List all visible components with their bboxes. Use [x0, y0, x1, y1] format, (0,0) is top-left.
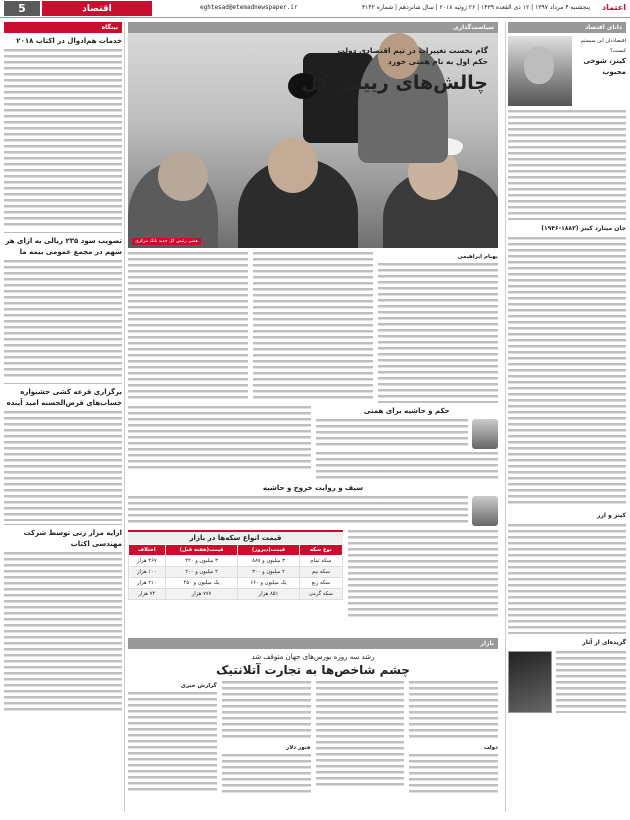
feature-body-col-1	[378, 263, 498, 403]
table-header: قیمت(هفته قبل)	[165, 545, 238, 556]
table-row	[129, 567, 343, 578]
right-kicker: اقتصاددان این سیستم کیست؟	[580, 38, 626, 54]
table-header: نوع سکه	[299, 545, 342, 556]
keynes-portrait	[508, 36, 572, 106]
left-body-3	[4, 411, 122, 521]
table-cell: سکه ربع	[299, 578, 342, 589]
subhead-hemmati: حکم و حاشیه برای همتی	[363, 407, 450, 415]
prices-box-title: قیمت انواع سکه‌ها در بازار	[128, 530, 343, 544]
book-cover	[508, 651, 552, 713]
table-cell: ۷۷۷ هزار	[165, 589, 238, 600]
right-column-band: دانای اقتصاد	[508, 22, 626, 33]
right-body-text-2	[508, 237, 626, 507]
right-body-text-3	[508, 524, 626, 634]
newspaper-logo: اعتماد	[602, 3, 626, 12]
feature-band: سیاست‌گذاری	[128, 22, 498, 33]
byline: بهنام ابراهیمی	[457, 254, 498, 260]
subhead-seif: سیف و روایت خروج و حاشیه	[262, 484, 364, 492]
right-body-text-1	[508, 110, 626, 220]
right-title: کینز، شوخی محبوب	[583, 57, 626, 76]
left-headline-1[interactable]: خدمات هم‌ادوال در اکتاب ۲۰۱۸	[16, 37, 122, 45]
right-subhead-2: گزیده‌ای از آثار	[582, 639, 626, 646]
table-cell: ۴۶۷ هزار	[129, 556, 166, 567]
feature-body-col-3	[128, 252, 248, 402]
bottom-headline[interactable]: چشم شاخص‌ها به تجارت آتلانتیک	[216, 663, 410, 677]
feature-photo	[128, 33, 498, 248]
dateline: پنجشنبه ۴ مرداد ۱۳۹۷ | ۱۲ ذی القعده ۱۴۳۹ | ۲۶ ژوئیه ۲۰۱۸ | سال شانزدهم | شماره ۴۱۴۲	[361, 4, 590, 11]
table-cell: ۲ میلیون و ۳۰۰	[238, 567, 299, 578]
hemmati-text-2	[316, 452, 499, 480]
feature-body-col-4	[128, 406, 311, 470]
table-cell: یک میلیون و ۶۶۰	[238, 578, 299, 589]
email-address[interactable]: eghtesad@etemadnewspaper.ir	[200, 4, 298, 11]
section-label: اقتصاد	[42, 1, 152, 16]
seif-text-2	[348, 530, 498, 620]
seif-portrait	[472, 496, 498, 526]
table-cell: ۱۰۰ هزار	[129, 567, 166, 578]
hemmati-portrait	[472, 419, 498, 449]
coin-prices-table	[128, 544, 343, 600]
top-bar	[0, 0, 630, 18]
bottom-body-col-3	[222, 681, 311, 741]
table-row	[129, 556, 343, 567]
left-headline-3[interactable]: برگزاری قرعه کشی جشنواره حساب‌های قرض‌الحسنه امید آینده	[6, 388, 122, 407]
left-headline-2[interactable]: تصویب سود ۲۳۵ ریالی به ازای هر سهم در مجمع عمومی بیمه ما	[5, 237, 122, 256]
table-header: قیمت(دیروز)	[238, 545, 299, 556]
feature-headline[interactable]: چالش‌های رییس کل	[301, 72, 488, 94]
bottom-box-2: فتور دلار	[286, 745, 311, 751]
table-row	[129, 578, 343, 589]
table-cell: یک میلیون و ۴۵۰	[165, 578, 238, 589]
seif-text	[128, 496, 468, 526]
bottom-body-col-1	[409, 681, 498, 741]
left-body-2	[4, 260, 122, 380]
table-row	[129, 589, 343, 600]
right-body-text-4	[556, 651, 626, 713]
hemmati-text	[316, 419, 469, 449]
left-body-4	[4, 552, 122, 712]
bottom-body-col-1b	[409, 754, 498, 794]
bottom-body-col-3b	[222, 754, 311, 794]
table-cell: ۳ میلیون و ۸۸۷	[238, 556, 299, 567]
table-header: اختلاف	[129, 545, 166, 556]
table-cell: ۳ میلیون و ۴۲۰	[165, 556, 238, 567]
left-body-1	[4, 49, 122, 229]
page-number: 5	[4, 1, 40, 16]
feature-headline-block	[288, 45, 488, 95]
photo-caption: همتی رئیس کل جدید بانک مرکزی	[132, 238, 201, 245]
table-cell: ۲ میلیون و ۲۰۰	[165, 567, 238, 578]
bottom-body-col-2	[316, 681, 405, 789]
bio-heading: جان مینارد کینز (۱۸۸۳-۱۹۴۶)	[541, 225, 626, 232]
table-cell: سکه تمام	[299, 556, 342, 567]
table-cell: سکه گرمی	[299, 589, 342, 600]
bottom-body-col-4	[128, 692, 217, 792]
bottom-box-1: گزارش خبری	[180, 683, 217, 689]
left-headline-4[interactable]: ارایه مزار زنی توسط شرکت مهندسی اکتاب	[23, 529, 122, 548]
right-subhead-1: کینز و ارز	[597, 512, 626, 519]
left-column-band: بینگاه	[4, 22, 122, 33]
feature-kicker-2: حکم اول به نام همتی خورد	[387, 57, 488, 66]
bottom-band: بازار	[128, 638, 498, 649]
table-cell: سکه نیم	[299, 567, 342, 578]
main-feature	[128, 22, 498, 620]
right-column	[508, 22, 626, 713]
table-cell: ۷۴ هزار	[129, 589, 166, 600]
table-cell: ۲۱۰ هزار	[129, 578, 166, 589]
bottom-box-3: دولت	[483, 745, 498, 751]
bottom-kicker: رشد سه روزه بورس‌های جهان متوقف شد	[251, 653, 375, 661]
table-cell: ۸۵۱ هزار	[238, 589, 299, 600]
bottom-story	[128, 638, 498, 794]
left-column	[4, 22, 122, 712]
feature-kicker-1: گام نخست تغییرات در تیم اقتصادی دولت	[337, 46, 488, 55]
feature-body-col-2	[253, 252, 373, 402]
